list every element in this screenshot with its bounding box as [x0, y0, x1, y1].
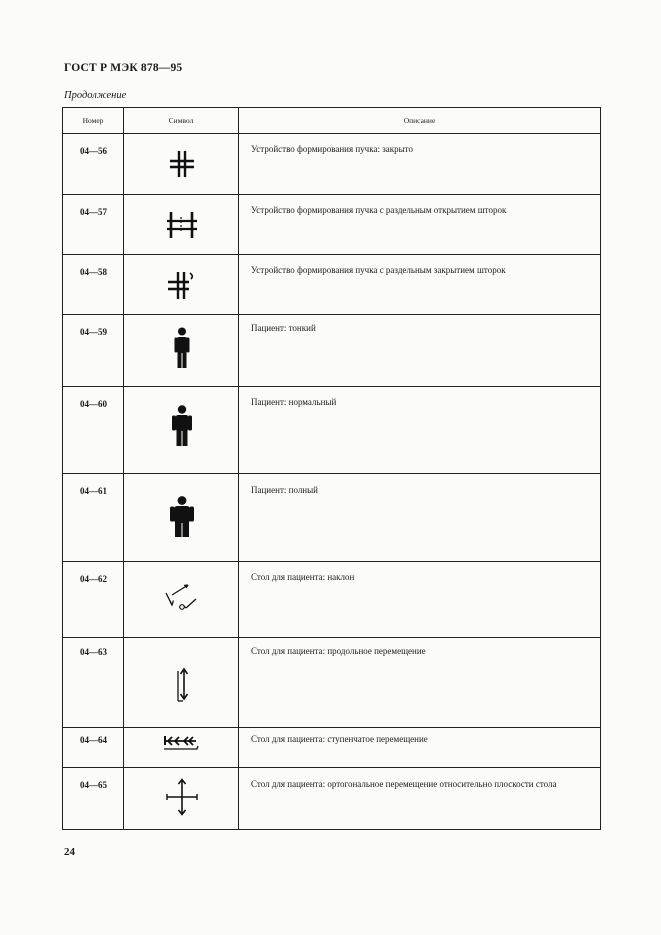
symbols-table — [62, 107, 601, 830]
row-description: Устройство формирования пучка с раздельным закрытием шторок — [251, 265, 506, 275]
row-divider — [63, 727, 600, 728]
continuation-label: Продолжение — [64, 90, 127, 101]
column-header-description: Описание — [403, 116, 436, 125]
row-description: Пациент: тонкий — [251, 323, 316, 333]
patient-thin-icon — [124, 326, 239, 370]
document-standard-header: ГОСТ Р МЭК 878—95 — [64, 62, 183, 74]
table-longitudinal-movement-icon — [124, 666, 239, 704]
row-description: Пациент: полный — [251, 485, 318, 495]
row-number: 04—63 — [80, 647, 107, 657]
row-number: 04—56 — [80, 146, 107, 156]
beam-limiting-closed-icon — [124, 148, 239, 180]
row-description: Стол для пациента: продольное перемещение — [251, 646, 426, 656]
table-tilt-icon — [124, 575, 239, 615]
beam-limiting-separate-closing-icon — [124, 268, 239, 302]
row-number: 04—60 — [80, 399, 107, 409]
beam-limiting-separate-opening-icon — [124, 209, 239, 241]
row-divider — [63, 194, 600, 195]
row-description: Пациент: нормальный — [251, 397, 337, 407]
row-number: 04—59 — [80, 327, 107, 337]
row-divider — [63, 473, 600, 474]
row-divider — [63, 386, 600, 387]
row-divider — [63, 637, 600, 638]
row-description: Стол для пациента: наклон — [251, 572, 355, 582]
row-divider — [63, 767, 600, 768]
patient-normal-icon — [124, 404, 239, 448]
table-orthogonal-movement-icon — [124, 777, 239, 817]
row-number: 04—62 — [80, 574, 107, 584]
page-number: 24 — [64, 846, 75, 858]
row-divider — [63, 314, 600, 315]
row-number: 04—61 — [80, 486, 107, 496]
row-divider — [63, 254, 600, 255]
row-divider — [63, 561, 600, 562]
row-number: 04—65 — [80, 780, 107, 790]
row-number: 04—58 — [80, 267, 107, 277]
row-number: 04—57 — [80, 207, 107, 217]
row-description: Устройство формирования пучка: закрыто — [251, 144, 413, 154]
row-description: Стол для пациента: ступенчатое перемещение — [251, 734, 428, 744]
row-description: Устройство формирования пучка с раздельным открытием шторок — [251, 205, 507, 215]
column-header-number: Номер — [82, 116, 104, 125]
row-number: 04—64 — [80, 735, 107, 745]
table-stepping-movement-icon — [124, 732, 239, 754]
patient-stout-icon — [124, 495, 239, 539]
header-divider — [63, 133, 600, 134]
column-header-symbol: Символ — [168, 116, 194, 125]
row-description: Стол для пациента: ортогональное перемещение относительно плоскости стола — [251, 779, 557, 789]
